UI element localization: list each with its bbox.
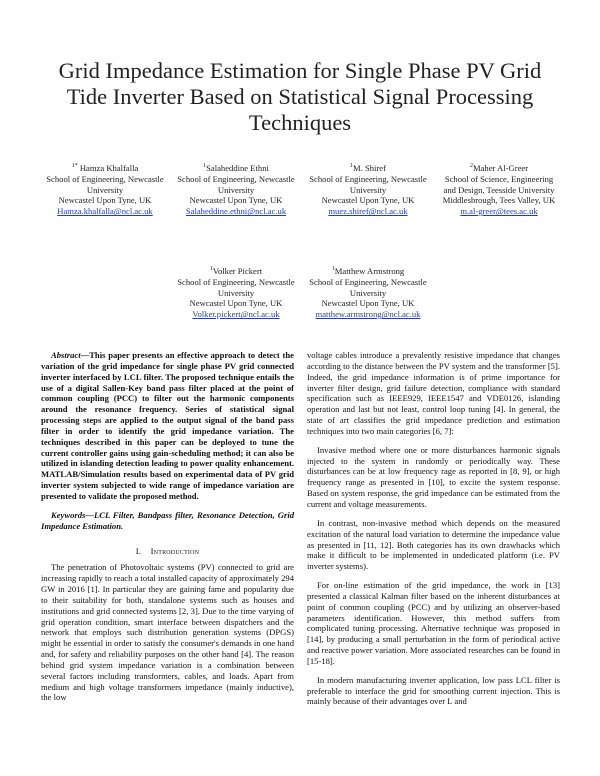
title-line: Techniques: [248, 110, 352, 135]
author-affiliation: School of Engineering, Newcastle: [177, 173, 295, 184]
title-line: Grid Impedance Estimation for Single Phase PV Grid: [58, 58, 542, 83]
abstract-text: —This paper presents an effective approach to detect the variation of the grid impedance for single phase PV grid connected inverter interfaced by LCL filter. The proposed technique entails the use of a digital Sallen-Key band pass filter placed at the point of common coupling (PCC) to filter out the harmonic components around the resonance frequency. Series of statistical signal processing steps are applied to the output signal of the band pass filter in order to identify the grid impedance variation. The techniques described in this paper can be deployed to tune the current controller gains using gain-scheduling method; it can also be utilized in islanding detection leading to power quality enhancement. MATLAB/Simulation results based on experimental data of PV grid inverter system subjected to wide range of impedance variation are presented to validate the proposed method.: [41, 350, 294, 501]
author-affiliation: and Design, Teesside University: [443, 184, 555, 195]
author-name: Maher Al-Greer: [472, 163, 529, 173]
author-sup: 2: [469, 163, 473, 169]
abstract-label: Abstract: [51, 350, 81, 360]
author-sup: 1*: [71, 163, 78, 169]
author-name: Matthew Armstrong: [334, 266, 405, 276]
author-block: [171, 163, 301, 217]
author-affiliation: Newcastel Upon Tyne, UK: [189, 195, 283, 206]
author-affiliation: School of Engineering, Newcastle: [177, 276, 295, 287]
section-heading: [41, 546, 294, 557]
author-affiliation: Middlesbrough, Tees Valley, UK: [442, 195, 556, 206]
author-affiliation: Newcastel Upon Tyne, UK: [321, 298, 415, 309]
author-email-link[interactable]: Volker.pickert@ncl.ac.uk: [192, 309, 280, 320]
author-affiliation: Newcastel Upon Tyne, UK: [321, 195, 415, 206]
left-column: [41, 350, 294, 703]
author-block: [303, 266, 433, 320]
abstract: [41, 350, 294, 502]
author-affiliation: School of Engineering, Newcastle: [309, 276, 427, 287]
author-block: [303, 163, 433, 217]
author-block: [40, 163, 170, 217]
author-name: Volker Pickert: [212, 266, 263, 276]
author-affiliation: University: [86, 184, 124, 195]
section-number: I.: [135, 545, 142, 556]
body-paragraph: In contrast, non-invasive method which depends on the measured excitation of the natural load variation to determine the impedance value as presented in [11, 12]. Both categories has its own drawbacks which make it difficult to be implemented in undedicated platform (i.e. PV inverter systems).: [307, 517, 560, 572]
keywords: [41, 510, 294, 532]
author-affiliation: Newcastel Upon Tyne, UK: [189, 298, 283, 309]
author-email-link[interactable]: muez.shiref@ncl.ac.uk: [328, 206, 408, 217]
author-affiliation: University: [349, 287, 387, 298]
paper-title: [20, 58, 580, 136]
body-paragraph: Invasive method where one or more disturbances harmonic signals injected to the system in randomly or periodically way. These disturbances can be at low frequency rage as reported in [8, 9], or high frequency range as presented in [10], to excite the system response. Based on system response, the grid impedance can be estimated from the current and voltage measurements.: [307, 444, 560, 509]
author-email-link[interactable]: m.al-greer@tees.ac.uk: [460, 206, 538, 217]
body-paragraph: voltage cables introduce a prevalently resistive impedance that changes according to the distance between the PV system and the transformer [5]. Indeed, the grid impedance information is of prime importance for inverter filter design, grid failure detection, compliance with standard specification such as IEEE929, IEEE1547 and VDE0126, islanding operation and last but not least, control loop tuning [4]. In general, the state of art classifies the grid impedance prediction and estimation techniques into two main categories [6, 7]:: [307, 350, 560, 436]
author-affiliation: School of Engineering, Newcastle: [309, 173, 427, 184]
author-affiliation: School of Engineering, Newcastle: [46, 173, 164, 184]
author-affiliation: Newcastel Upon Tyne, UK: [58, 195, 152, 206]
body-paragraph: For on-line estimation of the grid impedance, the work in [13] presented a classical Kalman filter based on the inherent disturbances at point of common coupling (PCC) and by utilizing an observer-based parameters identification. However, this method suffers from complicated tuning processing. Alternative technique was proposed in [14], by producing a small perturbation in the form of periodical active and reactive power variation. More associated researches can be found in [15-18].: [307, 580, 560, 666]
author-name: Salaheddine Ethni: [206, 163, 269, 173]
author-email-link[interactable]: matthew.armstrong@ncl.ac.uk: [315, 309, 421, 320]
author-affiliation: School of Science, Engineering: [444, 173, 554, 184]
author-sup: 1: [203, 163, 207, 169]
author-name: Hamza Khalfalla: [79, 163, 139, 173]
title-line: Tide Inverter Based on Statistical Signal Processing: [66, 84, 534, 109]
author-affiliation: University: [217, 287, 255, 298]
keywords-text: —LCL Filter, Bandpass filter, Resonance Detection, Grid Impedance Estimation.: [41, 509, 294, 531]
author-email-link[interactable]: Salaheddine.ethni@ncl.ac.uk: [185, 206, 287, 217]
author-block: [434, 163, 564, 217]
body-paragraph: The penetration of Photovoltaic systems (PV) connected to grid are increasing rapidly to reach a total installed capacity of approximately 294 GW in 2016 [1]. In particular they are gaining fame and popularity due to their suitability for both, standalone systems such as houses and institutions and grid connected systems [2, 3]. Due to the time varying of grid operation condition, smart interface between dispatchers and the network that employs such distribution generation systems (DPGS) might be essential in order to satisfy the consumer's demands in one hand and, for safety and reliability purposes on the other hand [4]. The reason behind grid system impedance variation is a combination between several factors including transformers, cables, and loads. Apart from medium and high voltage transformers impedance (mainly inductive), the low: [41, 562, 294, 703]
author-affiliation: University: [217, 184, 255, 195]
author-sup: 1: [331, 266, 335, 272]
keywords-label: Keywords: [51, 509, 86, 520]
body-paragraph: In modern manufacturing inverter application, low pass LCL filter is preferable to interface the grid for smoothing current injection. This is mainly because of their advantages over L and: [307, 674, 560, 707]
author-affiliation: University: [349, 184, 387, 195]
author-sup: 1: [209, 266, 213, 272]
author-name: M. Shiref: [353, 163, 386, 173]
section-title: Introduction: [150, 545, 200, 556]
author-sup: 1: [350, 163, 354, 169]
author-email-link[interactable]: Hamza.khalfalla@ncl.ac.uk: [57, 206, 153, 217]
author-block: [171, 266, 301, 320]
right-column: [307, 350, 560, 707]
